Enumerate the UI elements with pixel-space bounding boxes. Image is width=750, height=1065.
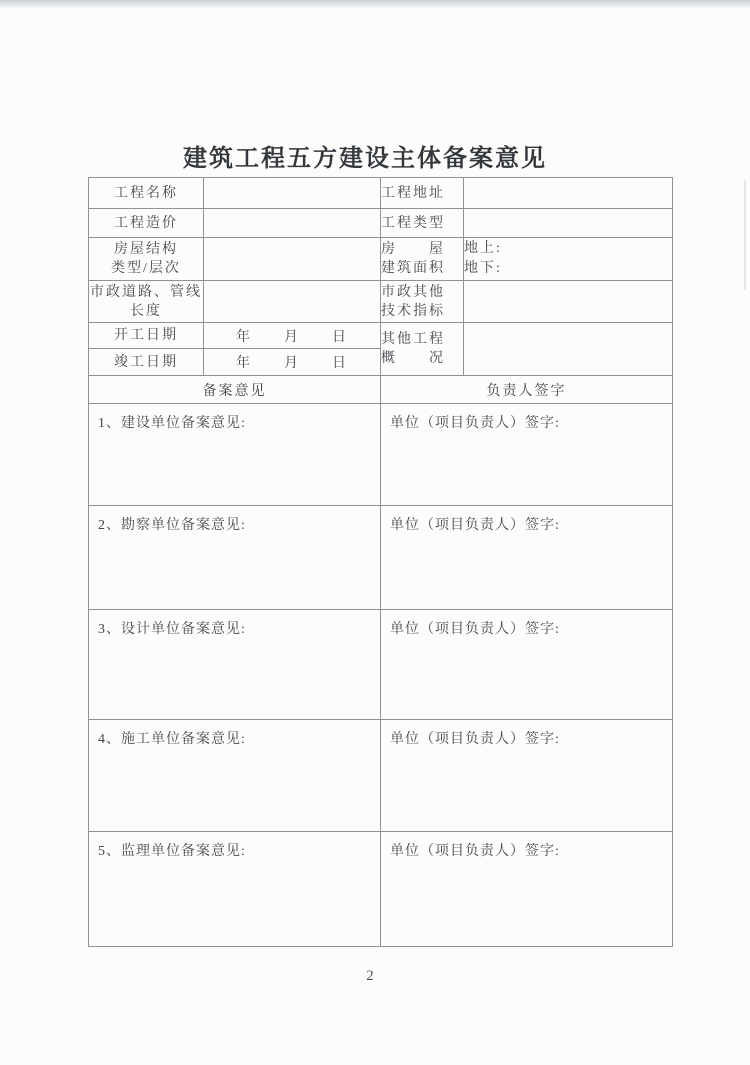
municipal-other-label-line1: 市政其他 [381,284,445,300]
other-overview-label [381,323,464,376]
start-date-label: 开工日期 [89,323,204,349]
supervision-unit-signature-cell: 单位（项目负责人）签字: [381,832,673,947]
project-cost-value-cell [204,209,381,238]
project-address-value-cell [464,178,673,209]
project-address-label: 工程地址 [381,178,464,209]
building-area-label-line1: 房 屋 [381,242,445,257]
supervision-unit-opinion-cell: 5、监理单位备案意见: [89,832,381,947]
design-unit-opinion-cell: 3、设计单位备案意见: [89,610,381,720]
page-title: 建筑工程五方建设主体备案意见 [183,146,547,172]
page-number: 2 [366,968,374,984]
structure-type-label [89,238,204,281]
other-overview-label-line2: 概 况 [381,351,445,366]
signature-column-header: 负责人签字 [381,376,673,404]
construction-unit-signature-cell: 单位（项目负责人）签字: [381,404,673,506]
building-area-below-ground: 地下: [464,261,502,276]
municipal-length-label [89,281,204,323]
project-name-value-cell [204,178,381,209]
project-cost-label: 工程造价 [89,209,204,238]
project-name-label: 工程名称 [89,178,204,209]
building-area-above-ground: 地上: [464,241,502,256]
scan-edge-artifact-top [0,0,750,9]
building-area-label [381,238,464,281]
project-type-label: 工程类型 [381,209,464,238]
start-date-value: 年 月 日 [204,323,381,349]
completion-date-label: 竣工日期 [89,349,204,376]
building-area-label-line2: 建筑面积 [381,261,445,276]
municipal-length-value-cell [204,281,381,323]
other-overview-value-cell [464,323,673,376]
builder-unit-opinion-cell: 4、施工单位备案意见: [89,720,381,832]
municipal-length-label-line2: 长度 [130,303,162,319]
opinion-column-header: 备案意见 [89,376,381,404]
building-area-value-cell [464,238,673,281]
survey-unit-opinion-cell: 2、勘察单位备案意见: [89,506,381,610]
municipal-other-value-cell [464,281,673,323]
survey-unit-signature-cell: 单位（项目负责人）签字: [381,506,673,610]
structure-type-value-cell [204,238,381,281]
scan-edge-artifact-right [744,180,746,290]
other-overview-label-line1: 其他工程 [381,332,445,347]
municipal-other-label [381,281,464,323]
structure-type-label-line1: 房屋结构 [114,242,178,257]
project-type-value-cell [464,209,673,238]
builder-unit-signature-cell: 单位（项目负责人）签字: [381,720,673,832]
structure-type-label-line2: 类型/层次 [111,261,181,276]
completion-date-value: 年 月 日 [204,349,381,376]
design-unit-signature-cell: 单位（项目负责人）签字: [381,610,673,720]
filing-form-table [88,177,673,947]
municipal-other-label-line2: 技术指标 [381,303,445,319]
municipal-length-label-line1: 市政道路、管线 [90,284,202,300]
construction-unit-opinion-cell: 1、建设单位备案意见: [89,404,381,506]
